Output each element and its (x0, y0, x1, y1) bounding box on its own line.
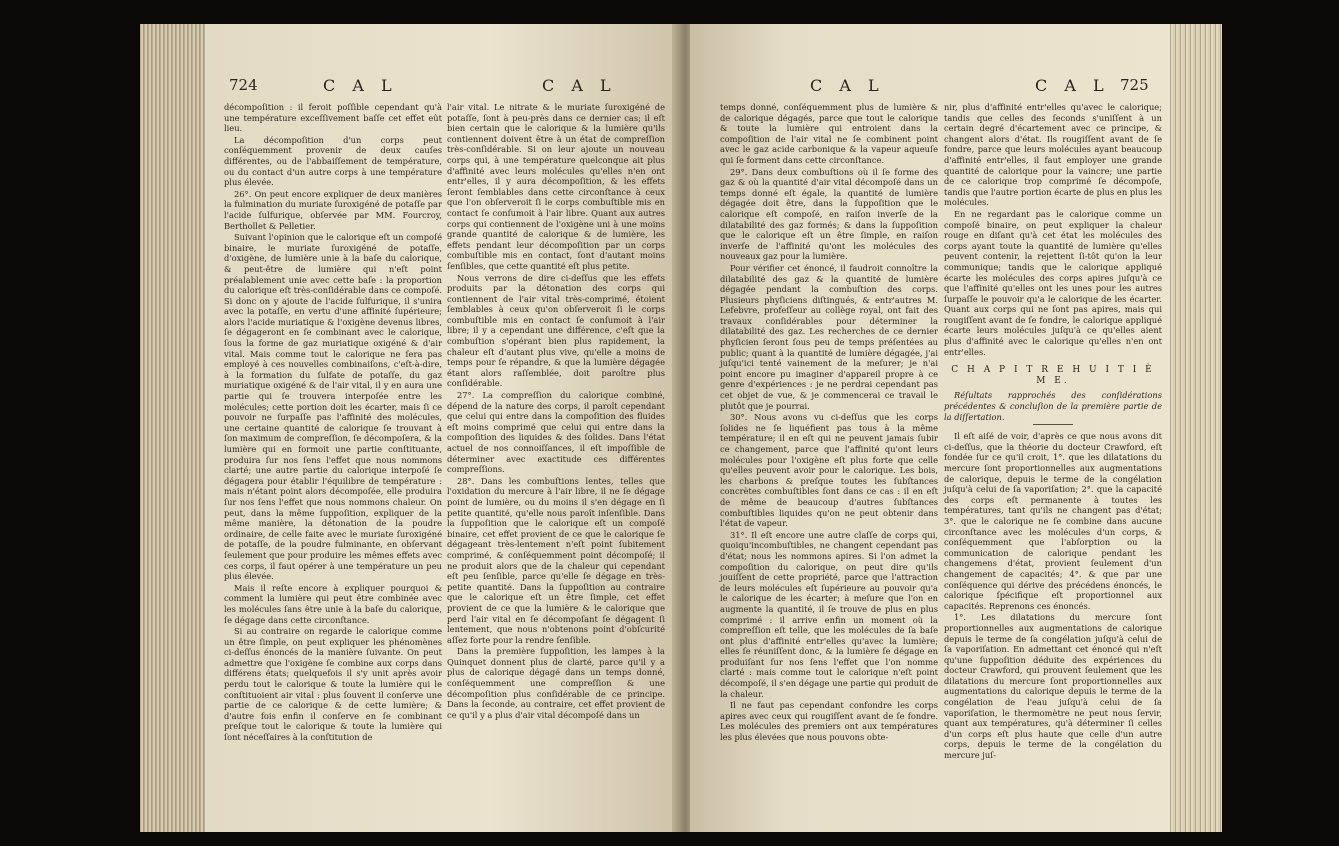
paragraph: 1°. Les dilatations du mercure ſont proportionnelles aux augmentations de calorique depuis le terme de ſa congélation juſqu'à celui de ſa vaporiſation. En admettant cet énoncé qui n'eſt qu'une ſuppoſition déduite des expériences du docteur Crawford, qui prouvent ſeulement que les dilatations du mercure ſont proportionnelles aux augmentations du calorique depuis le terme de la congélation de l'eau juſqu'à celui de ſa vaporiſation, le thermomètre ne peut nous ſervir, quant aux températures, qu'à déterminer ſi celles d'un corps eſt plus haute que celle d'un autre corps, depuis le terme de la congélation du mercure juſ- (944, 612, 1162, 761)
paragraph: 28°. Dans les combuſtions lentes, telles que l'oxidation du mercure à l'air libre, il ne ſe dégage point de lumière, ou du moins il s'en dégage en ſi petite quantité, qu'elle nous paroît inſenſible. Dans la ſuppoſition que le calorique eſt un compoſé binaire, cet effet provient de ce que le calorique ſe dégageant très-lentement n'eſt point ſubitement comprimé, & conſéquemment point décompoſé; il ne produit alors que de la chaleur qui cependant eſt peu ſenſible, parce qu'elle ſe dégage en très-petite quantité. Dans la ſuppoſition au contraire que le calorique eſt un être ſimple, cet effet provient de ce que la lumière & le calorique que perd l'air vital en ſe décompoſant ſe dégagent ſi lentement, que nous n'obtenons point d'obſcurité aſſez forte pour la rendre ſenſible. (447, 475, 665, 645)
right-page-column-2 (944, 102, 1162, 762)
paragraph: Nous verrons de dire ci-deſſus que les effets produits par la détonation des corps qui contiennent de l'air vital très-comprimé, étoient ſemblables à ceux qu'on obſerveroit ſi le corps combuſtible mis en contact ſe conſumoit à l'air libre; il y a cependant une différence, c'eſt que la combuſtion s'opérant bien plus rapidement, la chaleur eſt d'autant plus vive, qu'elle a moins de temps pour ſe répandre, & que la lumière dégagée étant alors raſſemblée, doit paroître plus conſidérable. (447, 272, 665, 389)
left-page (205, 24, 680, 832)
right-page-column-1 (720, 102, 938, 744)
running-head-left-col1: C A L (323, 76, 398, 95)
paragraph: Si au contraire on regarde le calorique comme un être ſimple, on peut expliquer les phénomènes ci-deſſus énoncés de la manière ſuivante. On peut admettre que l'oxigène ſe combine aux corps dans différens états; quelquefois il s'y unit après avoir perdu tout le calorique & toute la lumière qui le conſtituoient air vital : plus ſouvent il conſerve une partie de ce calorique & de cette lumière; & d'autre fois enfin il conſerve en ſe combinant preſque tout le calorique & toute la lumière qui ſont néceſſaires à la conſtitution de (224, 626, 442, 743)
chapter-title: C H A P I T R E H U I T I È M E. (951, 365, 1155, 386)
paragraph: Il ne faut pas cependant confondre les corps apires avec ceux qui rougiſſent avant de ſe fondre. Les molécules des premiers ont aux températures les plus élevées que nous pouvons obte- (720, 700, 938, 743)
right-page-edges (1168, 24, 1222, 832)
running-head-left-col2: C A L (542, 76, 617, 95)
paragraph: Dans la première ſuppoſition, les lampes à la Quinquet donnent plus de clarté, parce qu'il y a plus de calorique dégagé dans un temps donné, conſéquemment une compreſſion & une décompoſition plus conſidérable de ce principe. Dans la ſeconde, au contraire, cet effet provient de ce qu'il y a plus d'air vital décompoſé dans un (447, 646, 665, 720)
paragraph: l'air vital. Le nitrate & le muriate ſuroxigéné de potaſſe, ſont à peu-près dans ce dernier cas; il eſt bien certain que le calorique & la lumière qu'ils contiennent doivent être à un état de compreſſion très-conſidérable. Si on leur ajoute un nouveau corps qui, à une température quelconque ait plus d'affinité avec leurs molécules qu'elles n'en ont entr'elles, il y aura décompoſition, & les effets ſeront ſemblables dans cette circonſtance à ceux que l'on obſerveroit ſi le corps combuſtible mis en contact ſe conſumoit à l'air libre. Quant aux autres corps qui contiennent de l'oxigène uni à une moins grande quantité de calorique & de lumière, les effets pendant leur décompoſition par un corps combuſtible mis en contact, ſont d'autant moins ſenſibles, que cette quantité eſt plus petite. (447, 102, 665, 271)
paragraph: Suivant l'opinion que le calorique eſt un compoſé binaire, le muriate ſuroxigéné de potaſſe, d'oxigène, de lumière unie à la baſe du calorique, & peut-être de lumière qui n'eſt point préalablement unie avec cette baſe : la proportion du calorique eſt très-conſidérable dans ce compoſé. Si donc on y ajoute de l'acide ſulfurique, il s'unira avec la potaſſe, en vertu d'une affinité ſupérieure; alors l'acide muriatique & l'oxigène devenus libres, ſe dégageront en ſe combinant avec le calorique, ſous la forme de gaz muriatique oxigéné & d'air vital. Mais comme tout le calorique ne ſera pas employé à ces nouvelles combinaiſons, c'eſt-à-dire, à la formation du ſulfate de potaſſe, du gaz muriatique oxigéné & de l'air vital, il y en aura une partie qui ſe trouvera interpoſée entre les molécules; cette portion doit les écarter, mais ſi ce pouvoir ne ſurpaſſe pas l'affinité des molécules, une certaine quantité de calorique ſe trouvant à ſon maximum de compreſſion, ſe décompoſera, & la lumière qui en formoit une partie conſtituante, produira ſur nos ſens l'effet que nous nommons clarté; une autre partie du calorique interpoſé ſe dégagera pour établir l'équilibre de température : mais n'étant point alors décompoſée, elle produira ſur nos ſens l'effet que nous nommons chaleur. On peut, dans la même ſuppoſition, expliquer de la même manière, la détonation de la poudre ordinaire, de celle faite avec le muriate ſuroxigéné de potaſſe, de la poudre fulminante, en obſervant ſeulement que pour produire les mêmes effets avec ces corps, il faut opérer à une température un peu plus élevée. (224, 232, 442, 582)
running-head-right-col1: C A L (810, 76, 885, 95)
paragraph: 29°. Dans deux combuſtions où il ſe forme des gaz & où la quantité d'air vital décompoſé dans un temps donné eſt égale, la quantité de lumière dégagée doit être, dans la ſuppoſition que le calorique eſt compoſé, en raiſon inverſe de la dilatabilité des gaz formés; & dans la ſuppoſition que le calorique eſt un être ſimple, en raiſon inverſe de l'affinité qu'ont les molécules des nouveaux gaz pour la lumière. (720, 166, 938, 262)
page-number-right: 725 (1120, 76, 1149, 94)
paragraph: Pour vérifier cet énoncé, il faudroit connoître la dilatabilité des gaz & la quantité de lumière dégagée pendant la combuſtion des corps. Plusieurs phyſiciens diſtingués, & entr'autres M. Lefebvre, profeſſeur au collège royal, ont fait des travaux conſidérables pour déterminer la dilatabilité des gaz. Les recherches de ce dernier phyſicien ſeront ſous peu de temps préſentées au public; quant à la quantité de lumière dégagée, j'ai juſqu'ici tenté vainement de la meſurer; je n'ai point encore pu imaginer d'appareil propre à ce genre d'expériences : je ne perdrai cependant pas cet objet de vue, & je commencerai ce travail le plutôt que je pourrai. (720, 262, 938, 411)
paragraph: En ne regardant pas le calorique comme un compoſé binaire, on peut expliquer la chaleur rouge en diſant qu'à cet état les molécules des corps ayant toute la quantité de lumière qu'elles peuvent contenir, la rejettent ſi-tôt qu'on la leur communique; tandis que le calorique appliqué écarte les molécules des corps apires juſqu'à ce que l'affinité qu'elles ont les unes pour les autres ſurpaſſe le pouvoir qu'a le calorique de les écarter. Quant aux corps qui ne ſont pas apires, mais qui rougiſſent avant de ſe fondre, le calorique appliqué écarte leurs molécules juſqu'à ce qu'elles aient plus d'affinité avec le calorique qu'elles n'en ont entr'elles. (944, 208, 1162, 357)
paragraph: temps donné, conſéquemment plus de lumière & de calorique dégagés, parce que tout le calorique & toute la lumière qui entroient dans la compoſition de l'air vital ne ſe combinent point avec le gaz acide carbonique & la vapeur aqueuſe qui ſe forment dans cette circonſtance. (720, 102, 938, 165)
divider-rule (1033, 424, 1073, 425)
running-head-right-col2: C A L (1035, 76, 1110, 95)
chapter-subtitle: Réſultats rapprochés des conſidérations précédentes & concluſion de la première partie de la diſſertation. (944, 390, 1162, 422)
paragraph: 30°. Nous avons vu ci-deſſus que les corps ſolides ne ſe liquéfient pas tous à la même température; il en eſt qui ne peuvent jamais ſubir ce changement, parce que l'affinité qu'ont leurs molécules pour l'oxigène eſt plus forte que celle qu'elles peuvent avoir pour le calorique. Les bois, les charbons & preſque toutes les ſubſtances concrètes combuſtibles ſont dans ce cas : il en eſt de même de beaucoup d'autres ſubſtances combuſtibles liquides qu'on ne peut obtenir dans l'état de vapeur. (720, 412, 938, 529)
paragraph: 31°. Il eſt encore une autre claſſe de corps qui, quoiqu'incombuſtibles, ne changent cependant pas d'état; nous les nommons apires. Si l'on admet la compoſition du calorique, on peut dire qu'ils jouiſſent de cette propriété, parce que l'attraction de leurs molécules eſt ſupérieure au pouvoir qu'a le calorique de les écarter; à meſure que l'on en augmente la quantité, il ſe trouve de plus en plus comprimé : il arrive enfin un moment où la compreſſion eſt telle, que les molécules de ſa baſe ont plus d'affinité entr'elles qu'avec la lumière; elles ſe réuniſſent donc, & la lumière ſe dégage en produiſant ſur nos ſens l'effet que l'on nomme clarté : mais comme tout le calorique n'eſt point décompoſé, il s'en dégage une partie qui produit de la chaleur. (720, 529, 938, 699)
paragraph: Mais il reſte encore à expliquer pourquoi & comment la lumière qui peut être combinée avec les molécules ſans être unie à la baſe du calorique, ſe dégage dans cette circonſtance. (224, 582, 442, 625)
paragraph: 27°. La compreſſion du calorique combiné, dépend de la nature des corps, il paroît cependant que celui qui entre dans la compoſition des fluides eſt moins comprimé que celui qui entre dans la compoſition des liquides & des ſolides. Dans l'état actuel de nos connoiſſances, il eſt impoſſible de déterminer avec exactitude ces différentes compreſſions. (447, 390, 665, 475)
paragraph: Il eſt aiſé de voir, d'après ce que nous avons dit ci-deſſus, que la théorie du docteur Crawford, eſt fondée ſur ce qu'il croit, 1°. que les dilatations du mercure ſont proportionnelles aux augmentations de calorique, depuis le terme de la congélation juſqu'à celui de ſa vaporiſation; 2°. que la capacité des corps eſt permanente à toutes les températures, tant qu'ils ne changent pas d'état; 3°. que le calorique ne ſe combine dans aucune circonſtance avec les molécules d'un corps, & conſéquemment que l'abſorption ou la communication de calorique pendant les changemens d'état, provient ſeulement d'un changement de capacités; 4°. & que par une conſéquence qui dérive des précédens énoncés, le calorique ſpécifique eſt proportionnel aux capacités. Reprenons ces énoncés. (944, 431, 1162, 611)
paragraph: nir, plus d'affinité entr'elles qu'avec le calorique; tandis que celles des ſeconds s'uniſſent à un certain degré d'écartement avec ce principe, & changent alors d'état. Ils rougiſſent avant de ſe fondre, parce que leurs molécules ayant beaucoup d'affinité entr'elles, il faut employer une grande quantité de calorique pour la vaincre; une partie de ce calorique trop comprimé ſe décompoſe, tandis que l'autre portion écarte de plus en plus les molécules. (944, 102, 1162, 208)
left-page-column-1 (224, 102, 442, 744)
paragraph: décompoſition : il feroit poſſible cependant qu'à une température exceſſivement baſſe cet effet eût lieu. (224, 102, 442, 134)
left-page-column-2 (447, 102, 665, 721)
paragraph: La décompoſition d'un corps peut conſéquemment provenir de deux cauſes différentes, ou de l'abbaiſſement de température, ou du contact d'un autre corps à une température plus élevée. (224, 134, 442, 188)
paragraph: 26°. On peut encore expliquer de deux manières la fulmination du muriate ſuroxigéné de potaſſe par l'acide ſulfurique, obſervée par MM. Fourcroy, Berthollet & Pelletier. (224, 188, 442, 231)
page-number-left: 724 (229, 76, 258, 94)
right-page (690, 24, 1170, 832)
